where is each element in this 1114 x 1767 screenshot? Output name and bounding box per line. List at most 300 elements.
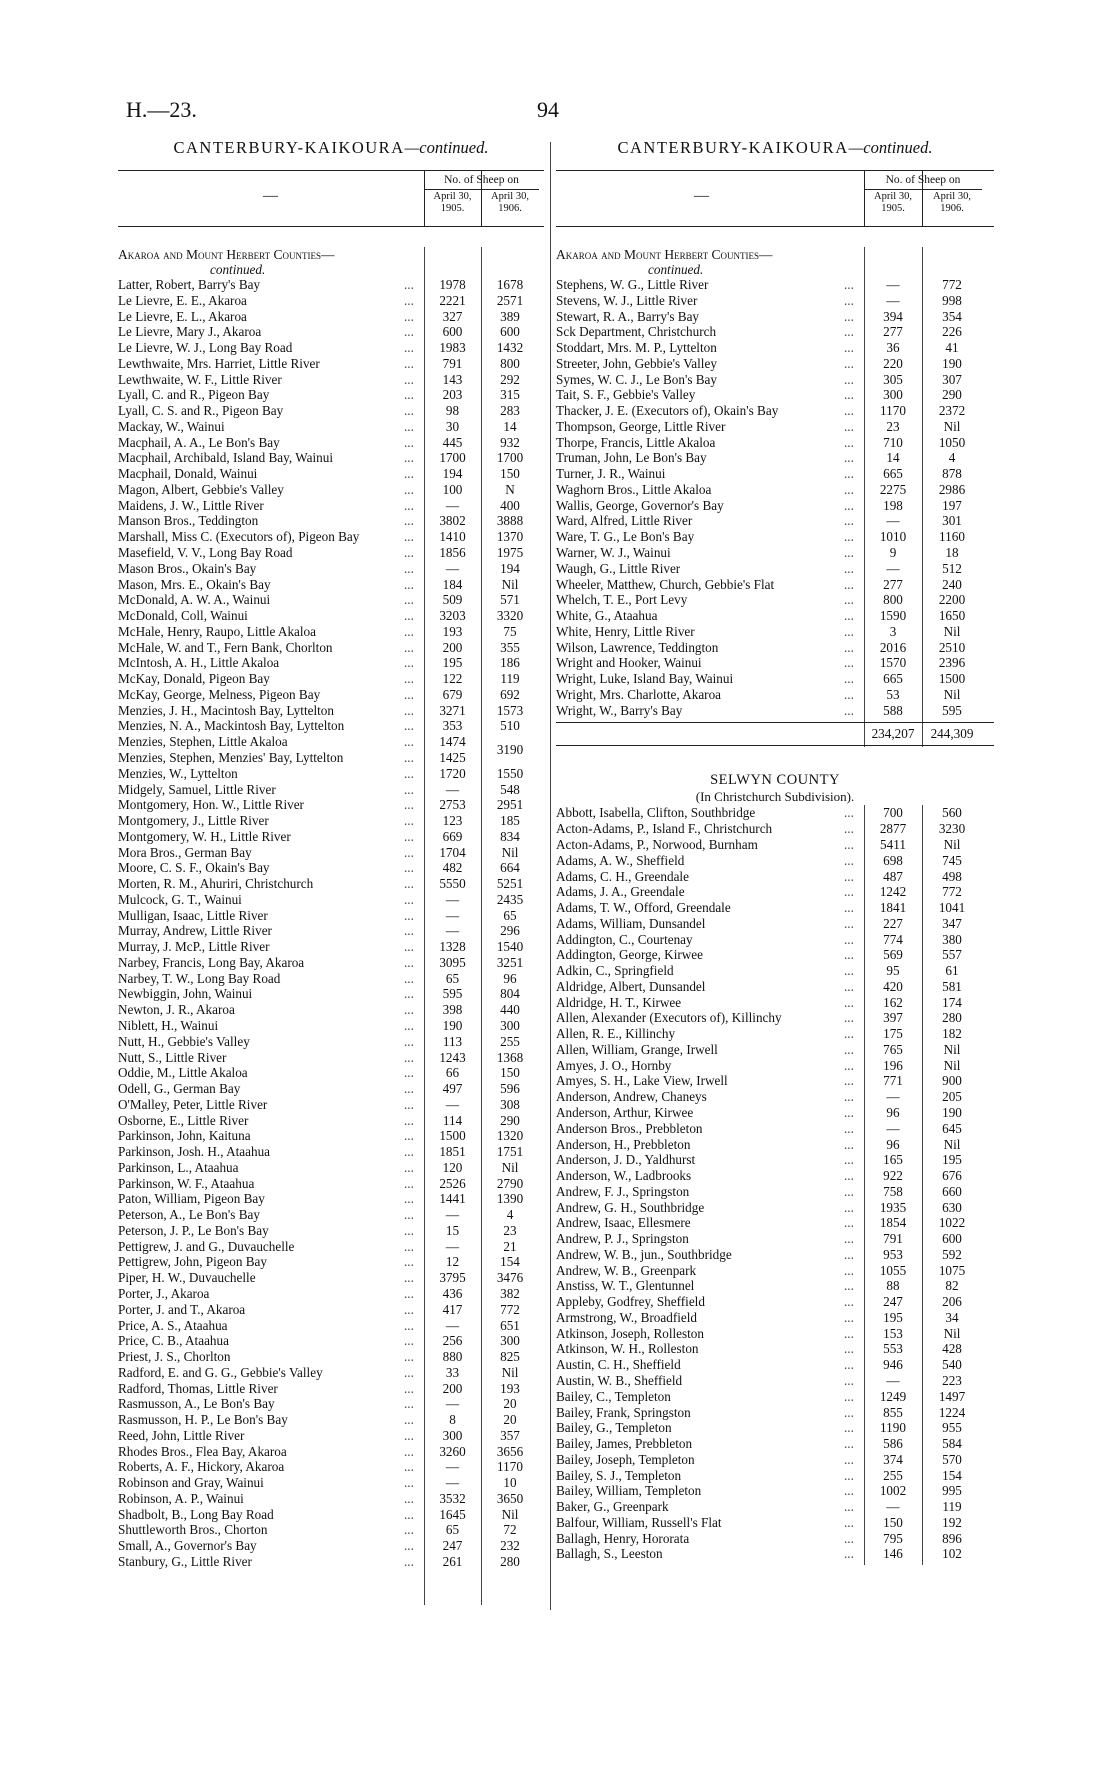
leader-dots: ... (844, 821, 854, 837)
value-1906: 596 (500, 1081, 520, 1097)
value-1905: 398 (442, 1002, 463, 1018)
value-1906: 280 (500, 1554, 520, 1570)
value-1906: 932 (500, 434, 520, 450)
leader-dots: ... (404, 1427, 414, 1443)
table-row (118, 1396, 544, 1412)
table-row (118, 1507, 544, 1523)
row-name: Acton-Adams, P., Norwood, Burnham (556, 836, 758, 852)
value-1905: 922 (883, 1168, 903, 1184)
leader-dots: ... (844, 1436, 854, 1452)
value-1905: 146 (883, 1546, 903, 1562)
value-1905: 1410 (439, 529, 466, 545)
table-row (556, 995, 994, 1011)
value-1906: 995 (942, 1483, 962, 1499)
table-row (556, 1310, 994, 1326)
value-1906: 2396 (938, 655, 966, 671)
row-name: Porter, J. and T., Akaroa (118, 1301, 246, 1317)
value-1906: 660 (942, 1183, 962, 1199)
leader-dots: ... (404, 1144, 414, 1160)
table-row (556, 372, 994, 388)
leader-dots: ... (844, 1325, 854, 1341)
value-1905: 195 (883, 1309, 903, 1325)
value-1906: 2372 (938, 403, 966, 419)
value-1905: — (445, 891, 460, 907)
row-name: Adams, T. W., Offord, Greendale (556, 900, 731, 916)
table-row (118, 1050, 544, 1066)
value-1905: 2877 (879, 821, 907, 837)
table-row (118, 1554, 544, 1570)
leader-dots: ... (404, 1128, 414, 1144)
table-row (556, 916, 994, 932)
row-name: Magon, Albert, Gebbie's Valley (118, 481, 284, 497)
table-row (556, 1499, 994, 1515)
leader-dots: ... (844, 931, 854, 947)
leader-dots: ... (844, 686, 854, 702)
row-name: Andrew, W. B., Greenpark (556, 1262, 697, 1278)
value-1905: 96 (886, 1104, 900, 1120)
table-row (118, 1349, 544, 1365)
row-name: Ward, Alfred, Little River (556, 513, 693, 529)
value-1906: 195 (942, 1152, 962, 1168)
right-table-header (556, 170, 994, 227)
value-1905: 33 (445, 1364, 460, 1380)
row-name: Parkinson, W. F., Ataahua (118, 1175, 255, 1191)
leader-dots: ... (844, 292, 854, 308)
value-1905: 1851 (439, 1144, 466, 1160)
value-1906: 119 (942, 1499, 962, 1515)
value-1906: 1022 (938, 1215, 966, 1231)
row-name: Waugh, G., Little River (556, 560, 681, 576)
value-1905: 1242 (879, 884, 907, 900)
value-1905: 417 (442, 1301, 463, 1317)
row-name: Wright, W., Barry's Bay (556, 702, 683, 718)
table-row (556, 309, 994, 325)
value-1905: 2526 (439, 1175, 466, 1191)
leader-dots: ... (844, 481, 854, 497)
row-name: Maidens, J. W., Little River (118, 497, 264, 513)
value-1905: 150 (883, 1514, 903, 1530)
leader-dots: ... (404, 1033, 414, 1049)
leader-dots: ... (844, 1341, 854, 1357)
value-1905: — (445, 560, 460, 576)
header-blank: — (694, 188, 709, 204)
leader-dots: ... (404, 1286, 414, 1301)
leader-dots: ... (844, 639, 854, 655)
value-1905: — (445, 1475, 460, 1491)
row-name: McHale, Henry, Raupo, Little Akaloa (118, 623, 316, 639)
totals-row (556, 722, 994, 746)
value-1905: 710 (883, 434, 903, 450)
value-1906: 2200 (938, 592, 966, 608)
value-1905: 1704 (439, 844, 466, 860)
leader-dots: ... (844, 1514, 854, 1530)
leader-dots: ... (404, 813, 414, 829)
table-row (556, 869, 994, 885)
leader-dots: ... (844, 434, 854, 450)
value-1906: 1573 (496, 702, 524, 718)
table-row (556, 1341, 994, 1357)
leader-dots: ... (844, 1546, 854, 1562)
table-row (556, 1231, 994, 1247)
leader-dots: ... (404, 387, 414, 403)
row-name: Priest, J. S., Chorlton (118, 1349, 231, 1365)
header-date-1906: April 30, 1906. (933, 191, 971, 214)
value-1906: Nil (943, 1136, 961, 1152)
leader-dots: ... (404, 576, 414, 592)
table-row (118, 813, 544, 829)
row-name: Price, A. S., Ataahua (118, 1317, 228, 1333)
value-1906: 354 (942, 308, 962, 324)
leader-dots: ... (844, 1136, 854, 1152)
value-1905: 1590 (879, 608, 907, 624)
table-row (556, 577, 994, 593)
leader-dots: ... (844, 868, 854, 884)
leader-dots: ... (844, 1199, 854, 1215)
value-1905: 436 (442, 1286, 463, 1301)
value-1906: Nil (501, 1159, 519, 1175)
table-row (118, 892, 544, 908)
leader-dots: ... (844, 900, 854, 916)
table-row (556, 1515, 994, 1531)
table-row (118, 986, 544, 1002)
value-1906: Nil (943, 418, 961, 434)
row-name: Austin, C. H., Sheffield (556, 1357, 681, 1373)
row-name: Waghorn Bros., Little Akaloa (556, 481, 712, 497)
table-row (556, 1436, 994, 1452)
value-1905: 196 (883, 1057, 903, 1073)
value-1905: 14 (886, 450, 900, 466)
value-1905: 143 (442, 371, 463, 387)
leader-dots: ... (404, 1002, 414, 1018)
value-1905: 2221 (439, 292, 466, 308)
leader-dots: ... (844, 1467, 854, 1483)
table-row (118, 655, 544, 671)
value-1905: 300 (883, 387, 903, 403)
row-name: Truman, John, Le Bon's Bay (556, 450, 707, 466)
table-row (118, 498, 544, 514)
table-row (118, 671, 544, 687)
county-heading: SELWYN COUNTY (710, 772, 840, 789)
leader-dots: ... (844, 623, 854, 639)
table-row (556, 853, 994, 869)
row-name: Anderson, Andrew, Chaneys (556, 1089, 707, 1105)
value-1905: 3271 (439, 702, 466, 718)
leader-dots: ... (404, 655, 414, 671)
value-1905: — (445, 1396, 460, 1412)
value-1906: 389 (500, 308, 520, 324)
table-row (118, 860, 544, 876)
value-1905: — (445, 1459, 460, 1475)
value-1906: 10 (503, 1475, 517, 1491)
value-1905: 553 (883, 1341, 903, 1357)
leader-dots: ... (404, 1317, 414, 1333)
table-row (556, 561, 994, 577)
leader-dots: ... (404, 1191, 414, 1207)
value-1906: 65 (503, 907, 517, 923)
row-name: White, G., Ataahua (556, 608, 658, 624)
leader-dots: ... (844, 277, 854, 292)
leader-dots: ... (404, 1349, 414, 1365)
value-1906: 41 (945, 340, 959, 356)
table-row (556, 1215, 994, 1231)
table-row (118, 782, 544, 798)
row-name: Balfour, William, Russell's Flat (556, 1514, 722, 1530)
table-row (118, 1128, 544, 1144)
value-1906: 14 (503, 418, 517, 434)
value-1905: 3 (889, 623, 897, 639)
row-name: Baker, G., Greenpark (556, 1499, 669, 1515)
leader-dots: ... (844, 884, 854, 900)
row-name: Warner, W. J., Wainui (556, 545, 671, 561)
value-1906: 150 (500, 1065, 520, 1081)
leader-dots: ... (404, 734, 414, 750)
value-1906: 1432 (496, 340, 524, 356)
leader-dots: ... (844, 978, 854, 994)
table-row (556, 435, 994, 451)
leader-dots: ... (844, 1373, 854, 1388)
value-1906: 600 (500, 324, 520, 340)
leader-dots: ... (844, 529, 854, 545)
table-row (556, 624, 994, 640)
leader-dots: ... (404, 1175, 414, 1191)
value-1905: 5411 (880, 836, 906, 852)
leader-dots: ... (844, 915, 854, 931)
leader-dots: ... (844, 963, 854, 979)
row-name: Menzies, W., Lyttelton (118, 765, 238, 781)
leader-dots: ... (844, 576, 854, 592)
leader-dots: ... (844, 1294, 854, 1310)
value-1906: 825 (500, 1349, 520, 1365)
table-row (556, 1247, 994, 1263)
row-name: Shadbolt, B., Long Bay Road (118, 1506, 274, 1522)
row-name: Parkinson, Josh. H., Ataahua (118, 1144, 271, 1160)
row-name: Andrew, F. J., Springston (556, 1183, 690, 1199)
value-1905: 220 (883, 355, 903, 371)
row-name: Stevens, W. J., Little River (556, 292, 698, 308)
table-row (556, 1389, 994, 1405)
value-1906: 357 (500, 1427, 520, 1443)
table-row (556, 687, 994, 703)
table-row (556, 884, 994, 900)
leader-dots: ... (844, 497, 854, 513)
value-1906: 2435 (496, 891, 524, 907)
leader-dots: ... (844, 1451, 854, 1467)
leader-dots: ... (844, 608, 854, 624)
row-name: Macphail, Archibald, Island Bay, Wainui (118, 450, 334, 466)
value-1906: Nil (501, 1364, 519, 1380)
value-1905: 190 (442, 1017, 463, 1033)
value-1905: 765 (883, 1041, 903, 1057)
row-name: Bailey, S. J., Templeton (556, 1467, 682, 1483)
value-1906: 296 (500, 923, 520, 939)
value-1906: 1500 (938, 671, 966, 687)
row-name: Menzies, Stephen, Little Akaloa (118, 734, 288, 750)
leader-dots: ... (844, 1357, 854, 1373)
leader-dots: ... (844, 418, 854, 434)
value-1905: 665 (883, 466, 903, 482)
table-row (118, 1239, 544, 1255)
header-date-1905: April 30, 1905. (433, 191, 472, 214)
value-1906: 186 (500, 655, 520, 671)
value-1905: — (445, 497, 460, 513)
table-row (556, 671, 994, 687)
value-1906: 205 (942, 1089, 962, 1105)
table-row (556, 450, 994, 466)
value-1906: 557 (942, 947, 962, 963)
table-row (118, 277, 544, 293)
table-row (556, 1073, 994, 1089)
row-name: Mackay, W., Wainui (118, 418, 225, 434)
leader-dots: ... (404, 1333, 414, 1349)
leader-dots: ... (844, 1278, 854, 1294)
row-name: Andrew, G. H., Southbridge (556, 1199, 705, 1215)
leader-dots: ... (404, 891, 414, 907)
leader-dots: ... (404, 1222, 414, 1238)
leader-dots: ... (404, 1364, 414, 1380)
value-1905: 700 (883, 805, 903, 821)
leader-dots: ... (404, 797, 414, 813)
value-1906: 560 (942, 805, 962, 821)
row-name: Le Lievre, E. E., Akaroa (118, 292, 247, 308)
value-1905: 791 (883, 1231, 903, 1247)
table-row (556, 1152, 994, 1168)
value-1906: 3888 (496, 513, 524, 529)
value-1906: 2951 (496, 797, 524, 813)
value-1906: 226 (942, 324, 962, 340)
table-row (118, 1475, 544, 1491)
value-1906: 182 (942, 1026, 962, 1042)
table-row (118, 1538, 544, 1554)
table-row (118, 829, 544, 845)
table-row (118, 908, 544, 924)
header-sheep: No. of Sheep on (424, 172, 539, 190)
value-1906: 745 (942, 852, 962, 868)
table-row (556, 387, 994, 403)
value-1905: 15 (445, 1222, 460, 1238)
leader-dots: ... (844, 560, 854, 576)
table-row (556, 1278, 994, 1294)
value-1905: 880 (442, 1349, 463, 1365)
row-name: Thorpe, Francis, Little Akaloa (556, 434, 716, 450)
table-row (118, 1428, 544, 1444)
value-1906: 206 (942, 1294, 962, 1310)
row-name: Odell, G., German Bay (118, 1081, 241, 1097)
value-1905: 3203 (439, 608, 466, 624)
row-name: Streeter, John, Gebbie's Valley (556, 355, 717, 371)
value-1906: 600 (942, 1231, 962, 1247)
row-name: Ballagh, S., Leeston (556, 1546, 663, 1562)
value-1905: — (445, 1317, 460, 1333)
value-1906: 5251 (496, 876, 524, 892)
value-1905: 1249 (879, 1388, 907, 1404)
table-row (556, 1200, 994, 1216)
row-name: Turner, J. R., Wainui (556, 466, 666, 482)
table-row (118, 1286, 544, 1302)
value-1905: 305 (883, 371, 903, 387)
value-1906: 676 (942, 1168, 962, 1184)
value-1906: 498 (942, 868, 962, 884)
table-row (118, 1160, 544, 1176)
header-date-1905: April 30, 1905. (874, 191, 912, 214)
value-1905: 1002 (879, 1483, 907, 1499)
row-name: O'Malley, Peter, Little River (118, 1096, 268, 1112)
row-name: Nutt, S., Little River (118, 1049, 227, 1065)
table-row (118, 482, 544, 498)
value-1906: 355 (500, 639, 520, 655)
section-heading: Akaroa and Mount Herbert Counties— (118, 247, 335, 262)
value-1906: 595 (942, 702, 962, 718)
row-name: Austin, W. B., Sheffield (556, 1373, 683, 1388)
value-1906: 645 (942, 1120, 962, 1136)
row-name: Adkin, C., Springfield (556, 963, 674, 979)
value-1906: Nil (943, 623, 961, 639)
leader-dots: ... (404, 844, 414, 860)
county-subheading: (In Christchurch Subdivision). (695, 789, 855, 805)
table-row (118, 435, 544, 451)
row-name: Anderson Bros., Prebbleton (556, 1120, 703, 1136)
row-name: Mason, Mrs. E., Okain's Bay (118, 576, 271, 592)
row-name: Armstrong, W., Broadfield (556, 1309, 698, 1325)
value-1906: Nil (943, 836, 961, 852)
row-name: Shuttleworth Bros., Chorton (118, 1522, 268, 1538)
value-1905: — (886, 560, 900, 576)
leader-dots: ... (844, 1089, 854, 1105)
leader-dots: ... (844, 1215, 854, 1231)
table-row (556, 1546, 994, 1562)
leader-dots: ... (844, 1026, 854, 1042)
value-1906: 540 (942, 1357, 962, 1373)
value-1905: 2753 (439, 797, 466, 813)
row-name: Parkinson, John, Kaituna (118, 1128, 251, 1144)
leader-dots: ... (844, 836, 854, 852)
row-name: Macphail, A. A., Le Bon's Bay (118, 434, 280, 450)
leader-dots: ... (844, 1499, 854, 1515)
table-row (556, 513, 994, 529)
value-1906: 896 (942, 1530, 962, 1546)
table-row (556, 837, 994, 853)
leader-dots: ... (404, 1270, 414, 1286)
value-1905: 758 (883, 1183, 903, 1199)
row-name: Lyall, C. S. and R., Pigeon Bay (118, 403, 284, 419)
value-1906: 3650 (496, 1490, 524, 1506)
value-1905: 497 (442, 1081, 463, 1097)
value-1906: 570 (942, 1451, 962, 1467)
table-row (118, 766, 544, 782)
value-1906: 300 (500, 1017, 520, 1033)
leader-dots: ... (404, 592, 414, 608)
value-1906: 82 (945, 1278, 959, 1294)
value-1906: 692 (500, 686, 520, 702)
value-1905: 65 (445, 1522, 460, 1538)
row-name: Abbott, Isabella, Clifton, Southbridge (556, 805, 756, 821)
value-1906: 1368 (496, 1049, 524, 1065)
value-1906: 21 (503, 1238, 517, 1254)
value-1906: 1050 (938, 434, 966, 450)
table-row (118, 939, 544, 955)
leader-dots: ... (404, 1017, 414, 1033)
row-name: Bailey, Joseph, Templeton (556, 1451, 695, 1467)
value-1905: 165 (883, 1152, 903, 1168)
leader-dots: ... (404, 1065, 414, 1081)
value-1906: 75 (503, 623, 517, 639)
table-row (556, 1294, 994, 1310)
value-1906: 154 (942, 1467, 962, 1483)
value-1905: 53 (886, 686, 900, 702)
leader-dots: ... (844, 1420, 854, 1436)
value-1906: 2790 (496, 1175, 524, 1191)
value-1906: 154 (500, 1254, 520, 1270)
row-name: Le Lievre, Mary J., Akaroa (118, 324, 262, 340)
